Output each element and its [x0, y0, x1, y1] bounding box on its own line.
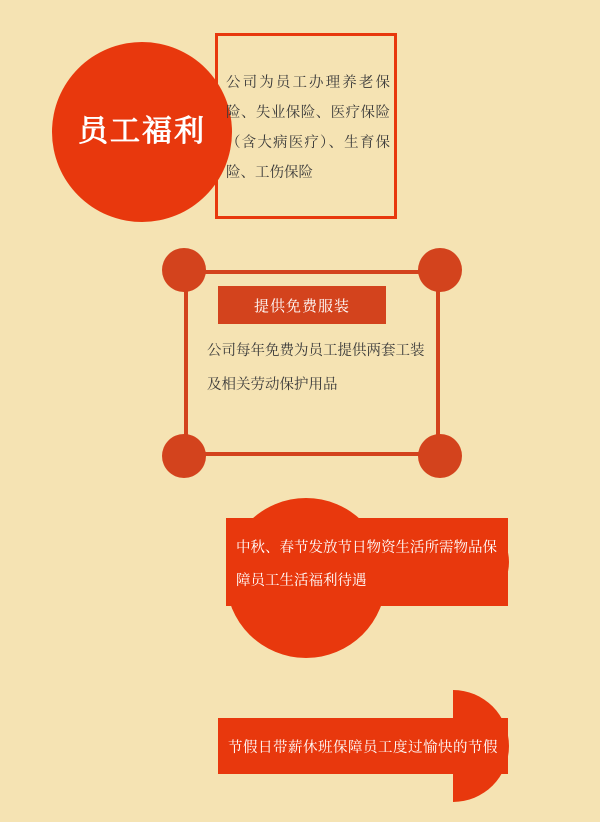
page-title: 员工福利: [78, 115, 206, 148]
uniform-description: 公司每年免费为员工提供两套工装及相关劳动保护用品: [207, 343, 425, 393]
holiday-description: 节假日带薪休班保障员工度过愉快的节假: [228, 739, 498, 756]
frame-dot-bottom-right: [418, 434, 462, 478]
uniform-tag-label: 提供免费服装: [253, 297, 350, 315]
festival-description: 中秋、春节发放节日物资生活所需物品保障员工生活福利待遇: [236, 540, 497, 589]
title-circle: [52, 42, 232, 222]
frame-dot-top-left: [162, 248, 206, 292]
insurance-description: 公司为员工办理养老保险、失业保险、医疗保险（含大病医疗）、生育保险、工伤保险: [226, 75, 390, 181]
frame-dot-bottom-left: [162, 434, 206, 478]
uniform-tag: [218, 286, 386, 324]
frame-dot-top-right: [418, 248, 462, 292]
